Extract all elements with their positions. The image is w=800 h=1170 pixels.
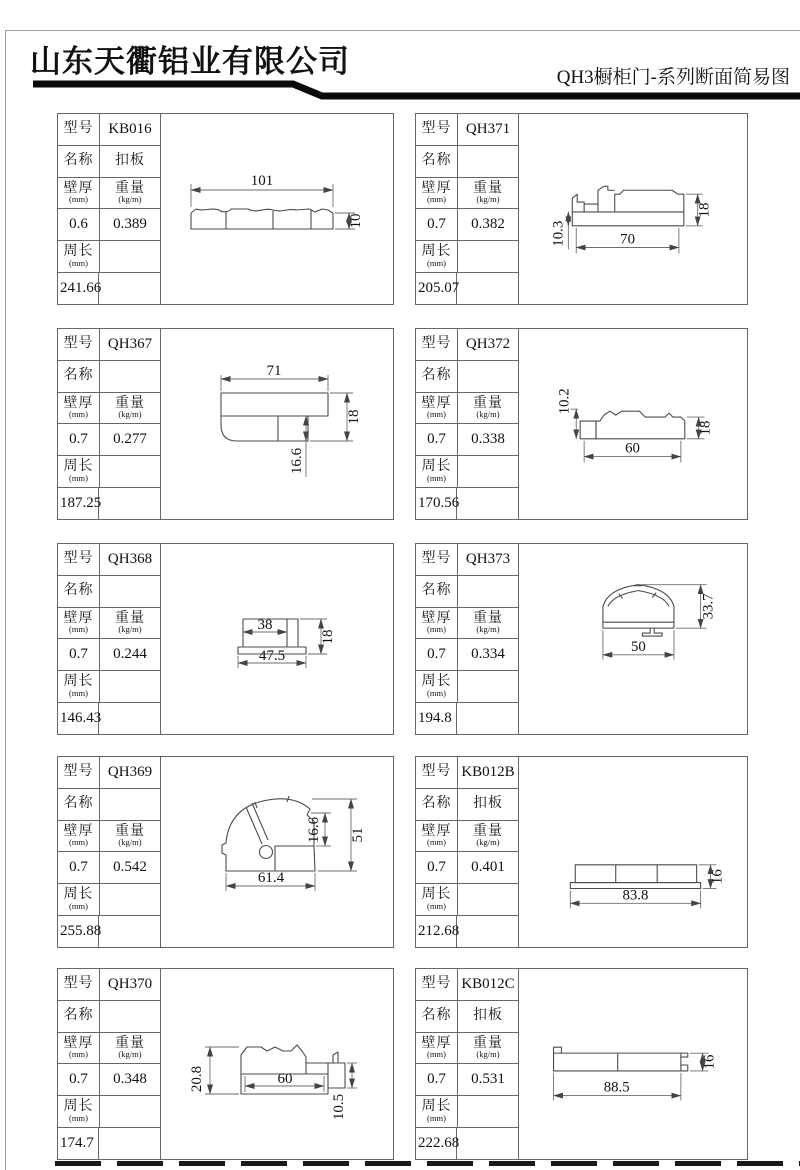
mm-unit: (mm): [427, 901, 446, 912]
model-value: QH373: [465, 550, 511, 567]
company-title: 山东天衢铝业有限公司: [30, 44, 350, 79]
weight-label: 重量 (kg/m): [473, 823, 503, 848]
thickness-value: 0.7: [58, 852, 100, 883]
perimeter-label: 周长 (mm): [58, 671, 100, 702]
name-value: [100, 789, 160, 820]
mm-unit: (mm): [427, 1113, 446, 1124]
profile-drawing: [161, 544, 393, 734]
mm-unit: (mm): [427, 1049, 446, 1060]
profile-card-kb016: [57, 113, 394, 305]
mm-unit: (mm): [69, 624, 88, 635]
kgm-unit: (kg/m): [476, 409, 500, 420]
header-divider: [0, 79, 800, 103]
perimeter-value: 194.8: [416, 703, 457, 734]
thickness-value: 0.7: [416, 1064, 458, 1095]
thickness-value: 0.7: [416, 209, 458, 240]
model-value: QH369: [107, 763, 153, 780]
weight-label: 重量 (kg/m): [473, 610, 503, 635]
model-label: 型号: [416, 757, 458, 788]
perimeter-label: 周长 (mm): [416, 241, 458, 272]
weight-label: 重量 (kg/m): [115, 395, 145, 420]
profile-card-qh368: [57, 543, 394, 735]
weight-label: 重量 (kg/m): [115, 1035, 145, 1060]
kgm-unit: (kg/m): [118, 194, 142, 205]
mm-unit: (mm): [427, 194, 446, 205]
model-label: 型号: [58, 544, 100, 575]
dim-a: 50: [631, 638, 646, 655]
weight-label: 重量 (kg/m): [115, 610, 145, 635]
dim-a: 61.4: [257, 870, 285, 886]
name-label: 名称: [416, 361, 458, 392]
thickness-label: 壁厚 (mm): [416, 608, 458, 639]
kgm-unit: (kg/m): [476, 837, 500, 848]
mm-unit: (mm): [69, 473, 88, 484]
spec-table: [416, 329, 519, 519]
thickness-label: 壁厚 (mm): [416, 821, 458, 852]
weight-label: 重量 (kg/m): [115, 823, 145, 848]
mm-unit: (mm): [69, 409, 88, 420]
name-value: 扣板: [115, 152, 145, 168]
dim-b: 16: [709, 869, 726, 885]
thickness-value: 0.7: [416, 639, 458, 670]
thickness-label: 壁厚 (mm): [416, 1033, 458, 1064]
weight-label: 重量 (kg/m): [473, 1035, 503, 1060]
weight-value: 0.401: [471, 859, 505, 876]
profile-drawing: [161, 969, 393, 1159]
spec-table: [58, 114, 161, 304]
perimeter-value: 205.07: [416, 273, 457, 304]
profile-drawing: [519, 544, 747, 734]
weight-label: 重量 (kg/m): [473, 180, 503, 205]
profile-card-qh370: [57, 968, 394, 1160]
dim-c: 18: [697, 420, 714, 436]
model-label: 型号: [416, 114, 458, 145]
model-label: 型号: [416, 969, 458, 1000]
spec-table: [416, 969, 519, 1159]
name-value: [100, 1001, 160, 1032]
kgm-unit: (kg/m): [476, 624, 500, 635]
name-label: 名称: [58, 576, 100, 607]
profile-drawing: [161, 114, 393, 304]
kgm-unit: (kg/m): [476, 1049, 500, 1060]
model-value: QH367: [107, 335, 153, 352]
model-value: QH370: [107, 975, 153, 992]
name-value: [458, 146, 518, 177]
perimeter-label: 周长 (mm): [58, 456, 100, 487]
perimeter-label: 周长 (mm): [416, 1096, 458, 1127]
weight-value: 0.277: [113, 431, 147, 448]
mm-unit: (mm): [427, 624, 446, 635]
mm-unit: (mm): [69, 258, 88, 269]
profile-drawing: [519, 757, 747, 947]
mm-unit: (mm): [69, 688, 88, 699]
thickness-value: 0.6: [58, 209, 100, 240]
dim-a: 88.5: [603, 1079, 630, 1096]
spec-table: [58, 969, 161, 1159]
weight-value: 0.338: [471, 431, 505, 448]
dim-a: 71: [266, 363, 282, 379]
name-label: 名称: [58, 1001, 100, 1032]
thickness-value: 0.7: [416, 852, 458, 883]
perimeter-value: 174.7: [58, 1128, 99, 1159]
weight-label: 重量 (kg/m): [473, 395, 503, 420]
model-value: KB016: [108, 120, 152, 137]
thickness-label: 壁厚 (mm): [58, 393, 100, 424]
thickness-value: 0.7: [58, 1064, 100, 1095]
profile-card-qh373: [415, 543, 748, 735]
mm-unit: (mm): [69, 1113, 88, 1124]
perimeter-value: 255.88: [58, 916, 99, 947]
weight-value: 0.244: [113, 646, 147, 663]
dim-b: 16: [701, 1054, 718, 1070]
profile-drawing: [519, 329, 747, 519]
perimeter-value: 222.68: [416, 1128, 457, 1159]
perimeter-label: 周长 (mm): [58, 1096, 100, 1127]
dim-a: 38: [257, 617, 273, 633]
perimeter-value: 212.68: [416, 916, 457, 947]
dim-height: 10: [348, 213, 364, 229]
dim-b: 16.6: [289, 447, 305, 475]
mm-unit: (mm): [69, 194, 88, 205]
dim-a: 83.8: [622, 887, 649, 904]
model-value: QH371: [465, 120, 511, 137]
weight-value: 0.334: [471, 646, 505, 663]
model-value: KB012C: [461, 975, 515, 992]
spec-table: [58, 757, 161, 947]
profile-card-kb012b: [415, 756, 748, 948]
name-value: [100, 576, 160, 607]
model-label: 型号: [416, 329, 458, 360]
name-label: 名称: [58, 361, 100, 392]
thickness-label: 壁厚 (mm): [58, 608, 100, 639]
weight-value: 0.348: [113, 1071, 147, 1088]
weight-value: 0.389: [113, 216, 147, 233]
kgm-unit: (kg/m): [118, 837, 142, 848]
profile-card-qh372: [415, 328, 748, 520]
dim-c: 18: [696, 202, 713, 218]
model-value: QH368: [107, 550, 153, 567]
name-label: 名称: [58, 146, 100, 177]
dim-a: 10.3: [550, 220, 567, 247]
spec-table: [416, 544, 519, 734]
weight-value: 0.382: [471, 216, 505, 233]
dim-b: 60: [277, 1071, 293, 1087]
spec-table: [58, 544, 161, 734]
thickness-value: 0.7: [58, 424, 100, 455]
mm-unit: (mm): [69, 837, 88, 848]
name-label: 名称: [416, 146, 458, 177]
model-label: 型号: [58, 757, 100, 788]
perimeter-label: 周长 (mm): [416, 456, 458, 487]
weight-value: 0.542: [113, 859, 147, 876]
kgm-unit: (kg/m): [118, 409, 142, 420]
profile-drawing: [161, 757, 393, 947]
perimeter-label: 周长 (mm): [416, 671, 458, 702]
thickness-value: 0.7: [58, 639, 100, 670]
mm-unit: (mm): [427, 688, 446, 699]
mm-unit: (mm): [427, 473, 446, 484]
dim-width: 101: [250, 173, 274, 189]
spec-table: [416, 114, 519, 304]
mm-unit: (mm): [69, 1049, 88, 1060]
perimeter-value: 241.66: [58, 273, 99, 304]
profile-card-kb012c: [415, 968, 748, 1160]
mm-unit: (mm): [427, 409, 446, 420]
dim-c: 51: [350, 827, 366, 843]
dim-b: 16.6: [306, 816, 322, 844]
model-value: QH372: [465, 335, 511, 352]
kgm-unit: (kg/m): [118, 624, 142, 635]
kgm-unit: (kg/m): [476, 194, 500, 205]
name-value: [458, 361, 518, 392]
model-label: 型号: [58, 969, 100, 1000]
dim-c: 18: [346, 409, 362, 425]
profile-card-qh367: [57, 328, 394, 520]
spec-table: [416, 757, 519, 947]
bottom-divider: [55, 1161, 800, 1166]
name-label: 名称: [416, 789, 458, 820]
name-value: [458, 576, 518, 607]
model-label: 型号: [58, 114, 100, 145]
mm-unit: (mm): [427, 258, 446, 269]
perimeter-label: 周长 (mm): [58, 241, 100, 272]
profile-drawing: [519, 114, 747, 304]
perimeter-value: 146.43: [58, 703, 99, 734]
mm-unit: (mm): [69, 901, 88, 912]
mm-unit: (mm): [427, 837, 446, 848]
name-label: 名称: [58, 789, 100, 820]
name-label: 名称: [416, 1001, 458, 1032]
weight-label: 重量 (kg/m): [115, 180, 145, 205]
perimeter-value: 187.25: [58, 488, 99, 519]
model-label: 型号: [416, 544, 458, 575]
dim-a: 10.2: [556, 388, 573, 415]
name-value: [100, 361, 160, 392]
perimeter-label: 周长 (mm): [58, 884, 100, 915]
name-value: 扣板: [473, 795, 503, 811]
weight-value: 0.531: [471, 1071, 505, 1088]
dim-b: 70: [620, 231, 635, 248]
perimeter-label: 周长 (mm): [416, 884, 458, 915]
name-label: 名称: [416, 576, 458, 607]
dim-b: 33.7: [700, 593, 717, 620]
model-value: KB012B: [461, 763, 515, 780]
name-value: 扣板: [473, 1007, 503, 1023]
doc-subtitle: QH3橱柜门-系列断面简易图: [556, 67, 790, 88]
profile-drawing: [519, 969, 747, 1159]
dim-c: 10.5: [331, 1093, 347, 1121]
profile-card-qh371: [415, 113, 748, 305]
dim-a: 20.8: [189, 1065, 205, 1093]
dim-b: 47.5: [258, 648, 286, 664]
thickness-label: 壁厚 (mm): [58, 178, 100, 209]
profile-drawing: [161, 329, 393, 519]
thickness-value: 0.7: [416, 424, 458, 455]
kgm-unit: (kg/m): [118, 1049, 142, 1060]
dim-b: 60: [625, 440, 640, 457]
perimeter-value: 170.56: [416, 488, 457, 519]
dim-c: 18: [320, 629, 336, 645]
thickness-label: 壁厚 (mm): [58, 1033, 100, 1064]
profile-card-qh369: [57, 756, 394, 948]
spec-table: [58, 329, 161, 519]
thickness-label: 壁厚 (mm): [416, 393, 458, 424]
thickness-label: 壁厚 (mm): [58, 821, 100, 852]
model-label: 型号: [58, 329, 100, 360]
thickness-label: 壁厚 (mm): [416, 178, 458, 209]
